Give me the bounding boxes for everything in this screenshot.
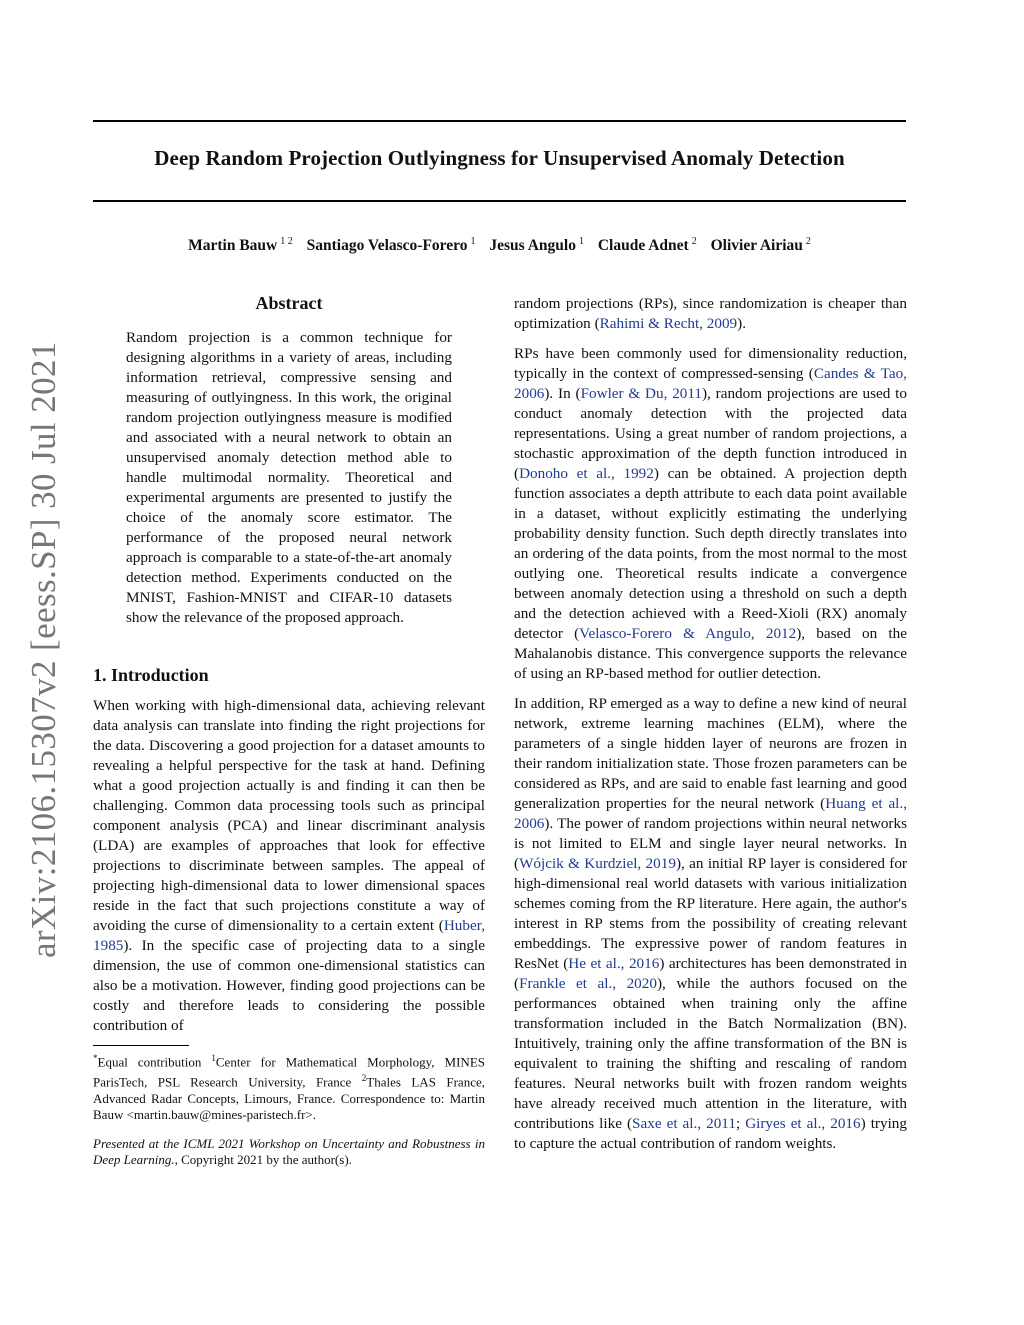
citation-link[interactable]: Giryes et al., 2016 <box>745 1115 861 1132</box>
author-affiliation: 2 <box>805 236 811 247</box>
arxiv-identifier: arXiv:2106.15307v2 [eess.SP] 30 Jul 2021 <box>24 341 63 958</box>
author <box>598 237 697 254</box>
intro-paragraph-2: RPs have been commonly used for dimensionality reduction, typically in the context of compressed-sensing (Candes & Tao, 2006). In (Fowler & Du, 2011), random projections are used to conduct anomaly detection with the projected data representations. Using a great number of random projections, a stochastic approximation of the depth function introduced in (Donoho et al., 1992) can be obtained. A projection depth function associates a depth attribute to each data point available in a dataset, without explicitly estimating the underlying probability density function. Such depth directly translates into an ordering of the data points, from the most normal to the most outlying one. Theoretical results indicate a convergence between anomaly detection using a threshold on such a depth and the detection achieved with a Reed-Xioli (RX) anomaly detector (Velasco-Forero & Angulo, 2012), based on the Mahalanobis distance. This convergence supports the relevance of using an RP-based method for outlier detection. <box>514 345 907 682</box>
citation-link[interactable]: Fowler & Du, 2011 <box>580 385 702 402</box>
author <box>711 237 811 254</box>
footnote-divider <box>93 1045 189 1046</box>
author-affiliation: 1 <box>470 236 476 247</box>
citation-link[interactable]: Rahimi & Recht, 2009 <box>599 315 738 332</box>
author <box>307 237 476 254</box>
section-heading-introduction: 1. Introduction <box>93 665 209 685</box>
citation-link[interactable]: Wójcik & Kurdziel, 2019 <box>519 855 676 872</box>
intro-paragraph-1-continued: random projections (RPs), since randomization is cheaper than optimization (Rahimi & Recht, 2009). <box>514 295 907 332</box>
right-column <box>514 294 907 1164</box>
citation-link[interactable]: Huber, 1985 <box>93 917 485 954</box>
author-name: Olivier Airiau <box>710 237 803 254</box>
title-rule-bottom <box>93 200 906 202</box>
abstract-text: Random projection is a common technique for designing algorithms in a variety of areas, including information retrieval, compressive sensing and measuring of outlyingness. In this work, the original random projection outlyingness measure is modified and associated with a neural network to obtain an unsupervised anomaly detection method able to handle multimodal normality. Theoretical and experimental arguments are presented to justify the choice of the anomaly score estimator. The performance of the proposed neural network approach is comparable to a state-of-the-art anomaly detection method. Experiments conducted on the MNIST, Fashion-MNIST and CIFAR-10 datasets show the relevance of the proposed approach. <box>126 329 452 626</box>
left-column <box>93 290 485 1168</box>
author <box>489 237 584 254</box>
citation-link[interactable]: He et al., 2016 <box>568 955 660 972</box>
citation-link[interactable]: Huang et al., 2006 <box>514 795 907 832</box>
citation-link[interactable]: Candes & Tao, 2006 <box>514 365 907 402</box>
intro-paragraph-3: In addition, RP emerged as a way to define a new kind of neural network, extreme learning machines (ELM), where the parameters of a single hidden layer of neurons are frozen in their random initialization state. Those frozen parameters can be considered as RPs, and are said to enable fast learning and good generalization properties for the neural network (Huang et al., 2006). The power of random projections within neural networks is not limited to ELM and single layer neural networks. In (Wójcik & Kurdziel, 2019), an initial RP layer is considered for high-dimensional real world datasets with various initialization schemes coming from the RP literature. Here again, the author's interest in RP stems from the possibility of creating relevant embeddings. The expressive power of random features in ResNet (He et al., 2016) architectures has been demonstrated in (Frankle et al., 2020), while the authors focused on the performances obtained when training only the affine transformation included in the Batch Normalization (BN). Intuitively, training only the affine transformation of the BN is equivalent to training the shifting and rescaling of random features. Neural networks built with frozen random weights have already received much attention in the literature, with contributions like (Saxe et al., 2011; Giryes et al., 2016) trying to capture the actual contribution of random weights. <box>514 695 907 1152</box>
author-name: Martin Bauw <box>188 237 278 254</box>
author-affiliation: 1 <box>578 236 584 247</box>
author-name: Santiago Velasco-Forero <box>306 237 468 254</box>
venue-note: Presented at the ICML 2021 Workshop on Uncertainty and Robustness in Deep Learning., Copyright 2021 by the author(s). <box>93 1135 485 1167</box>
citation-link[interactable]: Frankle et al., 2020 <box>519 975 657 992</box>
author-affiliation: 1 2 <box>280 236 293 247</box>
abstract-heading: Abstract <box>255 293 323 313</box>
citation-link[interactable]: Donoho et al., 1992 <box>519 465 654 482</box>
author-name: Claude Adnet <box>597 237 689 254</box>
author-affiliation: 2 <box>691 236 697 247</box>
citation-link[interactable]: Saxe et al., 2011 <box>632 1115 736 1132</box>
author-name: Jesus Angulo <box>489 237 576 254</box>
author-list <box>93 236 906 255</box>
title-rule-top <box>93 120 906 122</box>
intro-paragraph-1: When working with high-dimensional data, achieving relevant data analysis can translate into finding the right projections for the data. Discovering a good projection for a dataset amounts to revealing a helpful perspective for the task at hand. Defining what a good projection actually is and finding it can then be challenging. Common data processing tools such as principal component analysis (PCA) and linear discriminant analysis (LDA) are examples of approaches that look for effective projections to discriminate between samples. The appeal of projecting high-dimensional data to lower dimensional spaces reside in the fact that such projections constitute a way of avoiding the curse of dimensionality to a certain extent (Huber, 1985). In the specific case of projecting data to a single dimension, the use of common one-dimensional statistics can also be a motivation. However, finding good projections can be costly and therefore leads to considering the possible contribution of <box>93 697 485 1034</box>
paper-title: Deep Random Projection Outlyingness for Unsupervised Anomaly Detection <box>154 146 845 170</box>
author <box>188 237 293 254</box>
footnote-affiliations: *Equal contribution $^1$Center for Mathematical Morphology, MINES ParisTech, PSL Research University, France $^2$Thales LAS France, Advanced Radar Concepts, Limours, France. Correspondence to: Martin Bauw <martin.bauw@mines-paristech.fr>. <box>93 1053 485 1122</box>
citation-link[interactable]: Velasco-Forero & Angulo, 2012 <box>579 625 797 642</box>
